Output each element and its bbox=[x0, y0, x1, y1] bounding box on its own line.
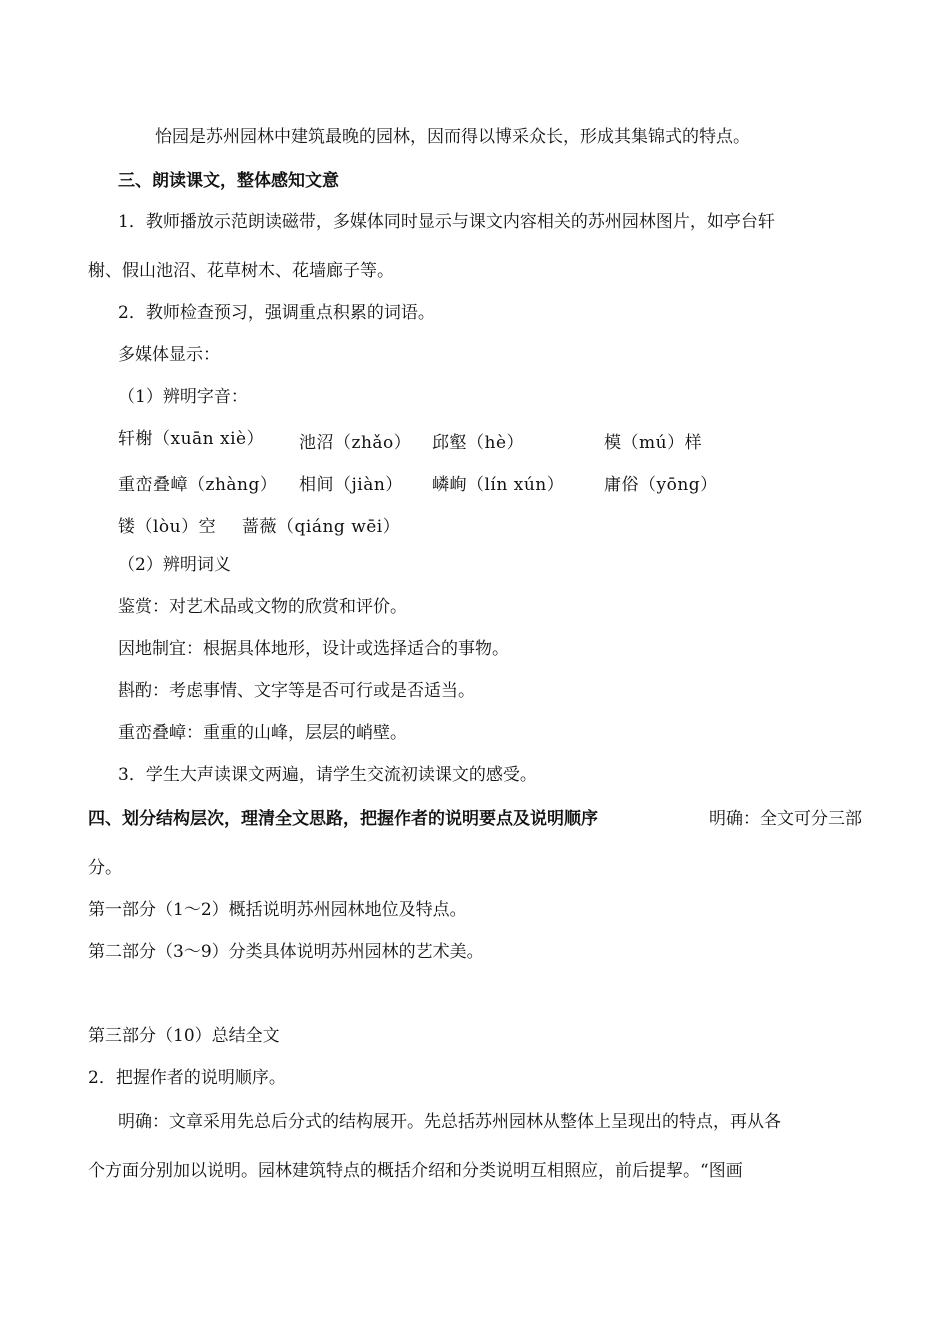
answer-intro: 明确：全文可分三部 bbox=[709, 809, 862, 829]
subheading-meaning: （2）辨明词义 bbox=[118, 555, 231, 575]
pronunciation-item: 庸俗（yōng） bbox=[604, 475, 718, 495]
multimedia-label: 多媒体显示： bbox=[118, 345, 220, 365]
definition-zhenzhuo: 斟酌：考虑事情、文字等是否可行或是否适当。 bbox=[118, 681, 475, 701]
pronunciation-item: 邱壑（hè） bbox=[432, 433, 525, 453]
answer-intro-cont: 分。 bbox=[88, 858, 122, 878]
pronunciation-row bbox=[118, 512, 400, 537]
pronunciation-row bbox=[118, 428, 754, 453]
subheading-pronunciation: （1）辨明字音： bbox=[118, 387, 248, 407]
question-2: 2．把握作者的说明顺序。 bbox=[88, 1068, 286, 1088]
pronunciation-item: 蔷薇（qiáng wēi） bbox=[242, 517, 401, 537]
paragraph-step-2: 2．教师检查预习，强调重点积累的词语。 bbox=[118, 303, 435, 323]
definition-chongluandiezhang: 重峦叠嶂：重重的山峰，层层的峭壁。 bbox=[118, 723, 407, 743]
definition-jianshang: 鉴赏：对艺术品或文物的欣赏和评价。 bbox=[118, 597, 407, 617]
part-1: 第一部分（1～2）概括说明苏州园林地位及特点。 bbox=[88, 900, 467, 920]
section-heading-4-line bbox=[88, 808, 862, 830]
pronunciation-row bbox=[118, 470, 754, 495]
part-2: 第二部分（3～9）分类具体说明苏州园林的艺术美。 bbox=[88, 942, 484, 962]
pronunciation-item: 池沼（zhǎo） bbox=[299, 433, 412, 453]
pronunciation-item: 轩榭（xuān xiè） bbox=[118, 429, 265, 449]
answer-order: 明确：文章采用先总后分式的结构展开。先总括苏州园林从整体上呈现出的特点，再从各 bbox=[118, 1112, 781, 1132]
answer-order-cont: 个方面分别加以说明。园林建筑特点的概括介绍和分类说明互相照应，前后提挈。“图画 bbox=[88, 1161, 743, 1181]
paragraph-step-1-cont: 榭、假山池沼、花草树木、花墙廊子等。 bbox=[88, 261, 394, 281]
paragraph-step-1: 1．教师播放示范朗读磁带，多媒体同时显示与课文内容相关的苏州园林图片，如亭台轩 bbox=[118, 212, 775, 232]
section-heading-4: 四、划分结构层次，理清全文思路，把握作者的说明要点及说明顺序 bbox=[88, 809, 598, 829]
section-heading-3: 三、朗读课文，整体感知文意 bbox=[118, 171, 339, 191]
part-3: 第三部分（10）总结全文 bbox=[88, 1026, 280, 1046]
pronunciation-item: 嶙峋（lín xún） bbox=[432, 475, 565, 495]
pronunciation-item: 镂（lòu）空 bbox=[118, 517, 217, 537]
pronunciation-item: 模（mú）样 bbox=[604, 433, 703, 453]
paragraph-step-3: 3．学生大声读课文两遍，请学生交流初读课文的感受。 bbox=[118, 765, 537, 785]
paragraph-yiyuan: 怡园是苏州园林中建筑最晚的园林，因而得以博采众长，形成其集锦式的特点。 bbox=[155, 127, 750, 147]
pronunciation-item: 相间（jiàn） bbox=[299, 475, 403, 495]
definition-yindizhiyi: 因地制宜：根据具体地形，设计或选择适合的事物。 bbox=[118, 639, 509, 659]
pronunciation-item: 重峦叠嶂（zhàng） bbox=[118, 475, 278, 495]
